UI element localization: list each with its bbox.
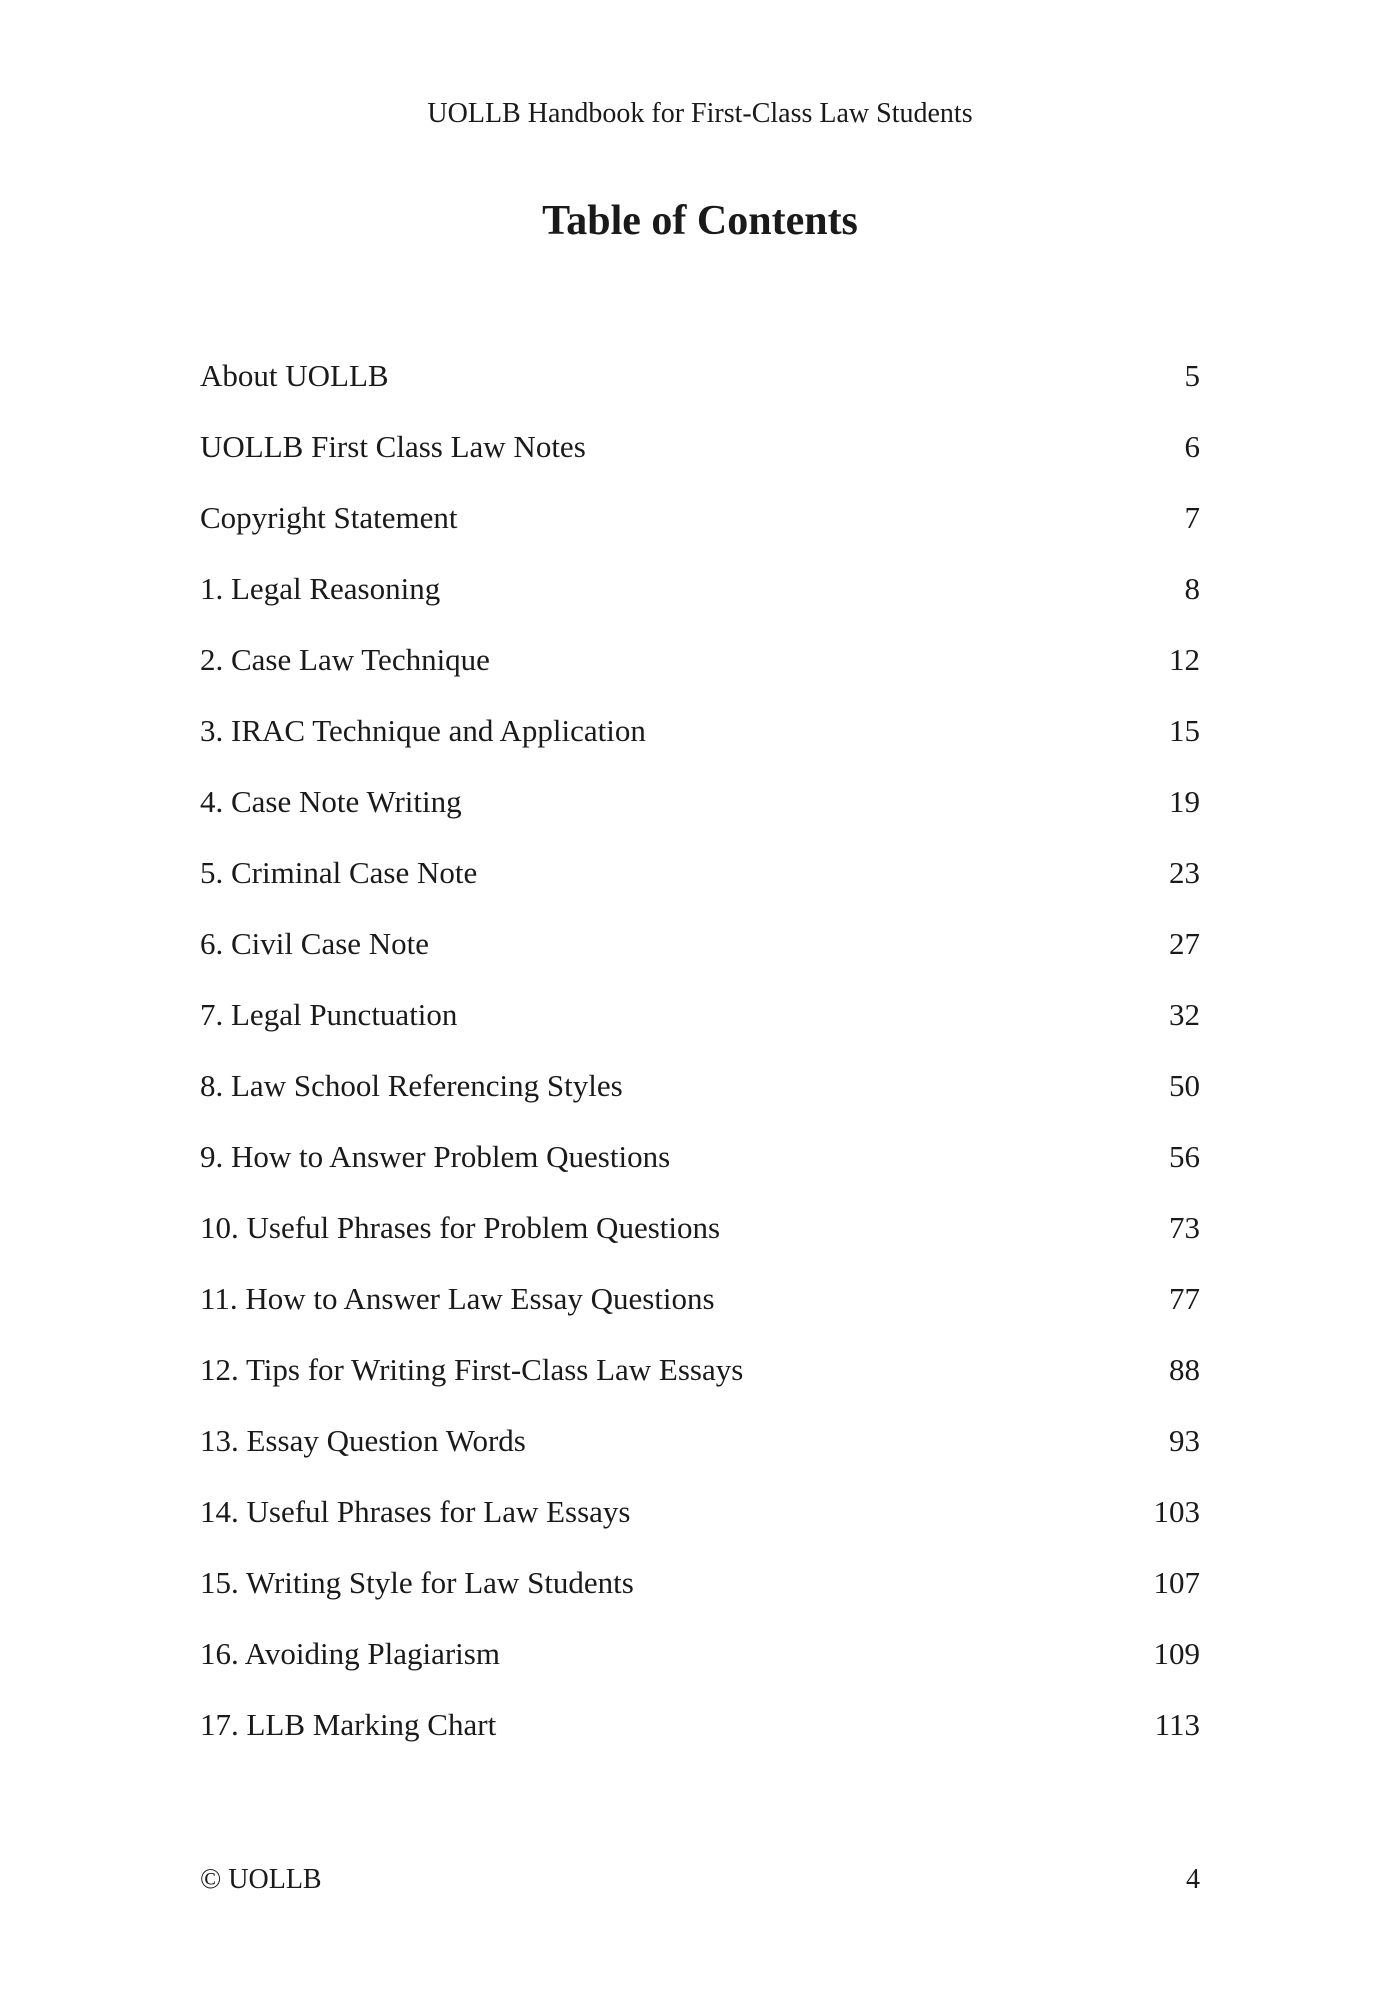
toc-entry-page: 50 (1169, 1068, 1200, 1103)
toc-entry-title: 8. Law School Referencing Styles (200, 1068, 623, 1103)
toc-entry[interactable] (200, 1490, 1200, 1561)
toc-entry-page: 107 (1153, 1565, 1200, 1600)
toc-entry-title: 14. Useful Phrases for Law Essays (200, 1494, 631, 1529)
toc-entry-page: 109 (1153, 1636, 1200, 1671)
toc-entry[interactable] (200, 1206, 1200, 1277)
toc-entry[interactable] (200, 1703, 1200, 1774)
toc-entry-title: 3. IRAC Technique and Application (200, 713, 646, 748)
toc-entry-title: 2. Case Law Technique (200, 642, 490, 677)
toc-entry-page: 12 (1169, 642, 1200, 677)
toc-entry-page: 5 (1184, 358, 1200, 393)
toc-entry-page: 19 (1169, 784, 1200, 819)
table-of-contents (200, 354, 1200, 1774)
toc-entry-page: 8 (1184, 571, 1200, 606)
toc-entry-page: 15 (1169, 713, 1200, 748)
copyright-notice: © UOLLB (200, 1864, 322, 1895)
toc-entry-page: 23 (1169, 855, 1200, 890)
toc-entry-title: 9. How to Answer Problem Questions (200, 1139, 671, 1174)
page-number: 4 (1186, 1864, 1200, 1895)
toc-entry[interactable] (200, 993, 1200, 1064)
toc-entry-page: 32 (1169, 997, 1200, 1032)
toc-entry-page: 6 (1184, 429, 1200, 464)
toc-entry[interactable] (200, 1277, 1200, 1348)
toc-entry-title: Copyright Statement (200, 500, 458, 535)
toc-entry-title: About UOLLB (200, 358, 389, 393)
toc-entry-page: 56 (1169, 1139, 1200, 1174)
toc-entry[interactable] (200, 567, 1200, 638)
toc-entry[interactable] (200, 1348, 1200, 1419)
toc-entry-title: 11. How to Answer Law Essay Questions (200, 1281, 715, 1316)
page-footer (200, 1862, 1200, 1898)
toc-entry-page: 7 (1184, 500, 1200, 535)
toc-entry-title: 5. Criminal Case Note (200, 855, 478, 890)
toc-entry[interactable] (200, 425, 1200, 496)
toc-entry-page: 88 (1169, 1352, 1200, 1387)
toc-entry-title: 17. LLB Marking Chart (200, 1707, 497, 1742)
toc-entry[interactable] (200, 1561, 1200, 1632)
toc-entry-title: UOLLB First Class Law Notes (200, 429, 586, 464)
toc-entry[interactable] (200, 638, 1200, 709)
toc-entry-page: 73 (1169, 1210, 1200, 1245)
toc-entry-title: 10. Useful Phrases for Problem Questions (200, 1210, 721, 1245)
toc-entry-title: 4. Case Note Writing (200, 784, 462, 819)
toc-entry-title: 12. Tips for Writing First-Class Law Essays (200, 1352, 744, 1387)
toc-entry[interactable] (200, 1135, 1200, 1206)
toc-entry[interactable] (200, 709, 1200, 780)
toc-entry[interactable] (200, 1419, 1200, 1490)
toc-entry-title: 1. Legal Reasoning (200, 571, 441, 606)
toc-entry-title: 16. Avoiding Plagiarism (200, 1636, 500, 1671)
toc-entry[interactable] (200, 496, 1200, 567)
toc-entry[interactable] (200, 1632, 1200, 1703)
toc-entry-page: 93 (1169, 1423, 1200, 1458)
page-title: Table of Contents (542, 198, 858, 244)
toc-entry-page: 27 (1169, 926, 1200, 961)
toc-entry-title: 15. Writing Style for Law Students (200, 1565, 634, 1600)
running-header: UOLLB Handbook for First-Class Law Students (427, 98, 973, 129)
toc-entry-title: 7. Legal Punctuation (200, 997, 458, 1032)
toc-entry[interactable] (200, 780, 1200, 851)
toc-entry-title: 6. Civil Case Note (200, 926, 430, 961)
toc-entry[interactable] (200, 922, 1200, 993)
toc-entry-page: 103 (1153, 1494, 1200, 1529)
toc-entry[interactable] (200, 851, 1200, 922)
toc-entry[interactable] (200, 354, 1200, 425)
toc-entry-page: 77 (1169, 1281, 1200, 1316)
toc-entry-title: 13. Essay Question Words (200, 1423, 526, 1458)
toc-entry[interactable] (200, 1064, 1200, 1135)
toc-entry-page: 113 (1154, 1707, 1200, 1742)
